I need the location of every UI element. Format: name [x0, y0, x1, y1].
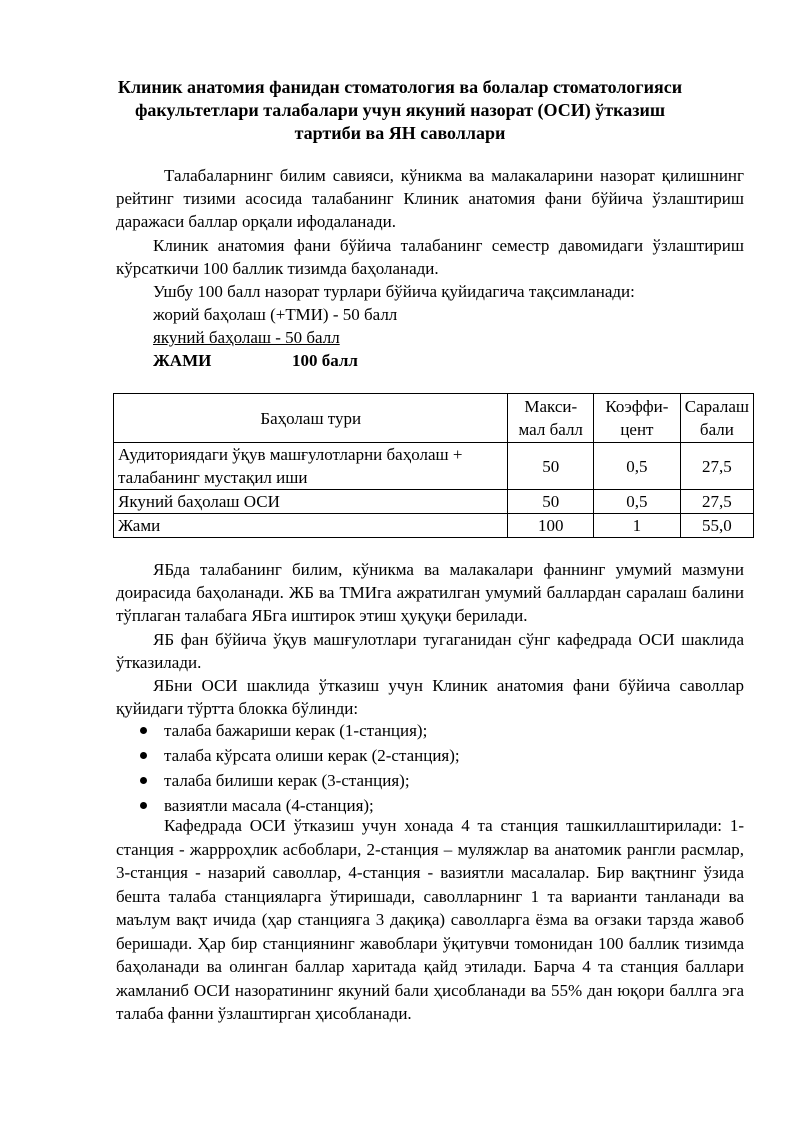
final-assessment-line: якуний баҳолаш - 50 балл: [153, 328, 340, 347]
document-title: [80, 76, 720, 145]
intro-paragraph-2: Клиник анатомия фани бўйича талабанинг семестр давомидаги ўзлаштириш кўрсаткичи 100 баллик тизимда баҳоланади.: [116, 236, 744, 278]
row-assessment-type: Якуний баҳолаш ОСИ: [114, 490, 508, 514]
list-item: [140, 744, 460, 769]
row-coefficient: 0,5: [594, 490, 681, 514]
table-row: [114, 490, 754, 514]
body-paragraph-2: ЯБ фан бўйича ўқув машғулотлари тугаганидан сўнг кафедрада ОСИ шаклида ўтказилади.: [116, 630, 744, 672]
bullet-icon: [140, 752, 147, 759]
list-item-text: талаба бажариши керак (1-станция);: [164, 721, 428, 740]
total-value: 100 балл: [292, 351, 358, 370]
row-passing-score: 27,5: [680, 490, 753, 514]
list-item-text: вазиятли масала (4-станция);: [164, 796, 374, 815]
intro-paragraph-3: Ушбу 100 балл назорат турлари бўйича қуйидагича тақсимланади:: [153, 282, 635, 301]
row-assessment-type: Жами: [114, 514, 508, 538]
header-coefficient-line-1: Коэффи-: [605, 397, 669, 416]
header-passing-score-line-1: Саралаш: [684, 397, 749, 416]
title-line-3: тартиби ва ЯН саволлари: [294, 123, 506, 143]
body-paragraph-3: ЯБни ОСИ шаклида ўтказиш учун Клиник анатомия фани бўйича саволлар қуйидаги тўртта блокка бўлинди:: [116, 676, 744, 718]
header-passing-score: [680, 394, 753, 443]
row-max-score: 50: [508, 490, 594, 514]
body-paragraph-4: Кафедрада ОСИ ўтказиш учун хонада 4 та станция ташкиллаштирилади: 1-станция - жаррроҳлик асбоблари, 2-станция – муляжлар ва анатомик рангли расмлар, 3-станция - назарий саволлар, 4-станция - вазиятли масалалар. Бир вақтнинг ўзида бешта талаба станцияларга ўтиришади, саволларнинг 1 та варианти танланади ва маълум вақт ичида (ҳар станцияга 3 дақиқа) саволларга ёзма ва оғзаки тарзда жавоб беришади. Ҳар бир станциянинг жавоблари ўқитувчи томонидан 100 баллик тизимда баҳоланади ва олинган баллар харитада қайд этилади. Барча 4 та станция баллари жамланиб ОСИ назоратининг якуний бали ҳисобланади ва 55% дан юқори баллга эга талаба фанни ўзлаштирган ҳисобланади.: [116, 816, 744, 1023]
row-assessment-type: Аудиториядаги ўқув машғулотларни баҳолаш + талабанинг мустақил иши: [114, 443, 508, 490]
header-max-score-line-2: мал балл: [518, 420, 583, 439]
current-assessment-line: жорий баҳолаш (+ТМИ) - 50 балл: [153, 305, 398, 324]
bullet-icon: [140, 727, 147, 734]
station-list: [140, 719, 460, 819]
bullet-icon: [140, 802, 147, 809]
header-coefficient-line-2: цент: [620, 420, 654, 439]
table-row: [114, 514, 754, 538]
intro-paragraph-1: Талабаларнинг билим савияси, кўникма ва малакаларини назорат қилишнинг рейтинг тизими асосида талабанинг Клиник анатомия фани бўйича ўзлаштириш даражаси баллар орқали ифодаланади.: [116, 166, 744, 231]
body-paragraph-1: ЯБда талабанинг билим, кўникма ва малакалари фаннинг умумий мазмуни доирасида баҳоланади. ЖБ ва ТМИга ажратилган умумий баллардан саралаш балини тўплаган талабага ЯБга иштирок этиш ҳуқуқи берилади.: [116, 560, 744, 625]
list-item: [140, 769, 460, 794]
title-line-1: Клиник анатомия фанидан стоматология ва болалар стоматологияси: [117, 77, 683, 97]
total-label: ЖАМИ: [153, 351, 212, 370]
table-row: [114, 443, 754, 490]
title-line-2: факультетлари талабалари учун якуний назорат (ОСИ) ўтказиш: [134, 100, 666, 120]
bullet-icon: [140, 777, 147, 784]
grading-table: [113, 393, 754, 538]
list-item-text: талаба билиши керак (3-станция);: [164, 771, 410, 790]
row-coefficient: 0,5: [594, 443, 681, 490]
header-max-score: [508, 394, 594, 443]
row-max-score: 100: [508, 514, 594, 538]
row-passing-score: 27,5: [680, 443, 753, 490]
list-item-text: талаба кўрсата олиши керак (2-станция);: [164, 746, 460, 765]
table-header-row: [114, 394, 754, 443]
header-max-score-line-1: Макси-: [524, 397, 578, 416]
header-coefficient: [594, 394, 681, 443]
header-assessment-type: Баҳолаш тури: [114, 394, 508, 443]
row-passing-score: 55,0: [680, 514, 753, 538]
list-item: [140, 719, 460, 744]
header-passing-score-line-2: бали: [699, 420, 734, 439]
row-max-score: 50: [508, 443, 594, 490]
row-coefficient: 1: [594, 514, 681, 538]
